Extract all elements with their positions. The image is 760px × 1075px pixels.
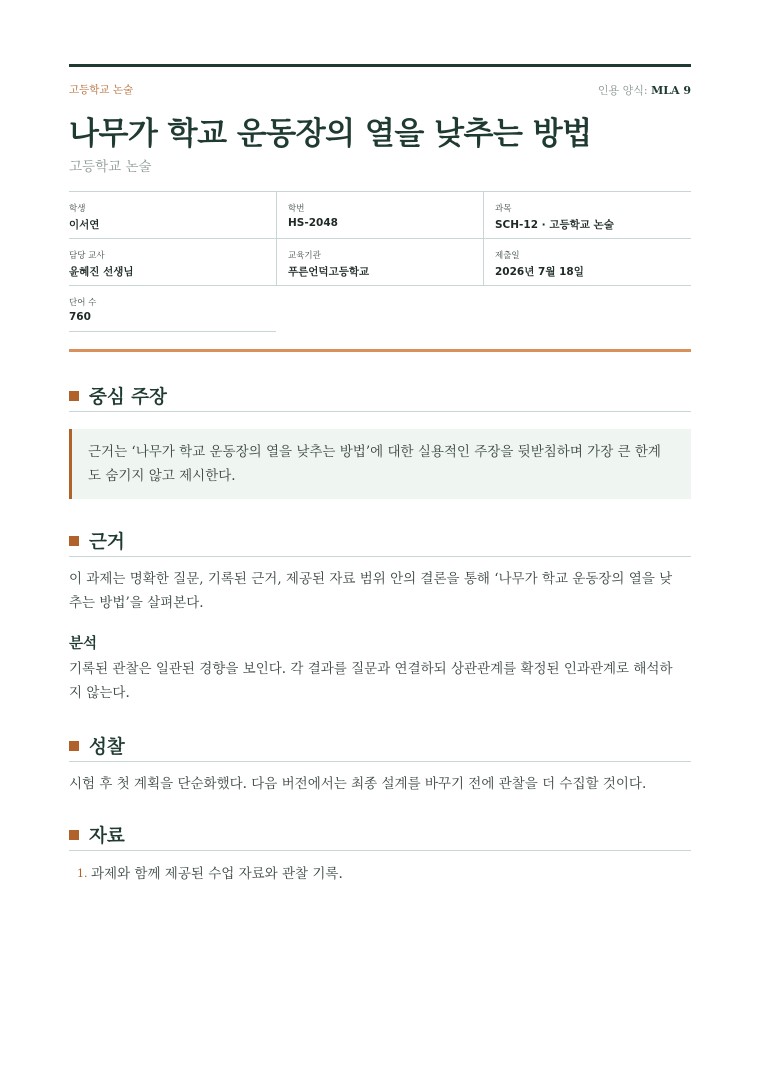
reflection-paragraph (69, 772, 691, 796)
section-title: 중심 주장 (89, 387, 167, 408)
meta-value: 이서연 (69, 219, 100, 231)
subsection-title: 분석 (69, 635, 98, 652)
meta-value: 푸른언덕고등학교 (288, 266, 370, 278)
meta-value: 윤혜진 선생님 (69, 266, 134, 278)
references-list (69, 862, 691, 886)
page-subtitle: 고등학교 논술 (69, 159, 152, 175)
reference-list (69, 862, 691, 886)
reference-number: 1. (77, 867, 88, 880)
meta-value: SCH-12 · 고등학교 논술 (495, 219, 614, 231)
section-square-icon (69, 741, 79, 751)
section-evidence (69, 526, 691, 557)
section-square-icon (69, 391, 79, 401)
reference-item (69, 862, 691, 886)
citation-value: MLA 9 (651, 84, 691, 97)
section-square-icon (69, 536, 79, 546)
section-references (69, 820, 691, 851)
accent-rule (69, 349, 691, 352)
paragraph-line: 이 과제는 명확한 질문, 기록된 근거, 제공된 자료 범위 안의 결론을 통해 ‘나무가 학교 운동장의 열을 낮 (69, 571, 673, 587)
reference-text: 과제와 함께 제공된 수업 자료와 관찰 기록. (91, 866, 343, 882)
analysis-paragraph (69, 657, 691, 705)
paragraph-line: 추는 방법’을 살펴본다. (69, 595, 204, 611)
top-rule (69, 64, 691, 67)
callout-line: 근거는 ‘나무가 학교 운동장의 열을 낮추는 방법’에 대한 실용적인 주장을 뒷받침하며 가장 큰 한계 (88, 444, 661, 460)
meta-label: 제출일 (495, 251, 520, 261)
meta-school (276, 239, 483, 285)
paragraph-line: 시험 후 첫 계획을 단순화했다. 다음 버전에서는 최종 설계를 바꾸기 전에 관찰을 더 수집할 것이다. (69, 776, 647, 792)
meta-row (69, 286, 276, 332)
thesis-callout (69, 429, 691, 499)
paragraph-line: 기록된 관찰은 일관된 경향을 보인다. 각 결과를 질문과 연결하되 상관관계를 확정된 인과관계로 해석하 (69, 661, 673, 677)
meta-label: 과목 (495, 204, 512, 214)
meta-row (69, 192, 691, 239)
meta-value: 760 (69, 311, 91, 323)
meta-table (69, 192, 691, 332)
section-reflection (69, 731, 691, 762)
meta-teacher (69, 239, 276, 285)
meta-label: 담당 교사 (69, 251, 105, 261)
meta-row (69, 239, 691, 286)
meta-student (69, 192, 276, 238)
section-title: 자료 (89, 826, 125, 847)
meta-wordcount (69, 286, 276, 332)
section-heading (69, 820, 691, 851)
section-heading (69, 731, 691, 762)
meta-label: 학생 (69, 204, 86, 214)
citation-label: 인용 양식: (597, 84, 648, 97)
section-square-icon (69, 830, 79, 840)
meta-value: HS-2048 (288, 217, 338, 229)
section-thesis (69, 381, 691, 412)
section-heading (69, 526, 691, 557)
meta-label: 단어 수 (69, 298, 97, 308)
meta-id (276, 192, 483, 238)
analysis-subsection (69, 632, 691, 653)
meta-label: 학번 (288, 204, 305, 214)
meta-divider (69, 331, 276, 332)
meta-date (483, 239, 690, 285)
meta-value: 2026년 7월 18일 (495, 266, 584, 278)
evidence-paragraph (69, 567, 691, 615)
kicker-label: 고등학교 논술 (69, 84, 134, 96)
paragraph-line: 지 않는다. (69, 685, 130, 701)
header-bar (69, 82, 691, 98)
section-title: 성찰 (89, 737, 125, 758)
callout-line: 도 숨기지 않고 제시한다. (88, 468, 236, 484)
section-heading (69, 381, 691, 412)
citation-style (598, 82, 691, 98)
page-title: 나무가 학교 운동장의 열을 낮추는 방법 (69, 116, 592, 152)
meta-label: 교육기관 (288, 251, 321, 261)
section-title: 근거 (89, 532, 125, 553)
meta-course (483, 192, 690, 238)
